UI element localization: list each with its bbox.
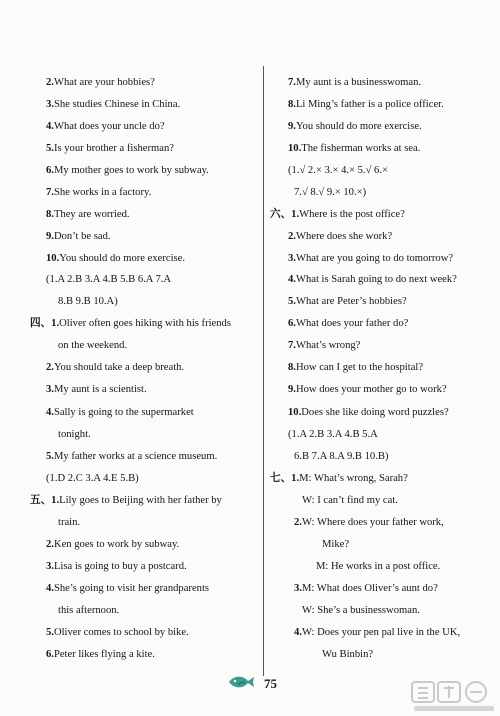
item-number: 4. [294,627,302,638]
left-answer-line [46,538,179,551]
item-number: 2. [294,517,302,528]
right-answer-line [288,273,457,286]
left-answer-line [46,648,155,661]
answer-text: My aunt is a businesswoman. [295,77,422,88]
left-answer-line [46,98,180,111]
right-answer-line [294,450,388,463]
answer-text: M: What does Oliver’s aunt do? [301,583,438,594]
item-number: 6. [46,649,54,660]
item-number: 7. [46,187,54,198]
answer-text: (1.√ 2.× 3.× 4.× 5.√ 6.× [288,165,388,176]
answer-text: What are you going to do tomorrow? [295,253,454,264]
answer-text: My aunt is a scientist. [53,384,147,395]
left-answer-line [46,406,194,419]
right-answer-line [288,428,378,441]
item-number: 2. [46,362,54,373]
answer-text: Does she like doing word puzzles? [301,407,449,418]
answer-text: Wu Binbin? [322,649,374,660]
right-answer-line [288,317,408,330]
answer-text: Is your brother a fisherman? [53,143,174,154]
left-answer-line [46,76,155,89]
answer-text: My mother goes to work by subway. [53,165,209,176]
answer-text: Sally is going to the supermarket [53,407,194,418]
left-answer-line [46,450,217,463]
item-number: 5. [46,143,54,154]
left-answer-line [30,317,231,330]
left-answer-line [46,273,171,286]
left-answer-line [58,339,127,352]
answer-text: She works in a factory. [53,187,152,198]
answer-text: What is Sarah going to do next week? [295,274,457,285]
answer-text: You should do more exercise. [295,121,422,132]
page-number: 75 [264,676,277,691]
answer-text: Lily goes to Beijing with her father by [59,495,222,506]
left-answer-line [46,120,165,133]
item-number: 3. [46,561,54,572]
answer-text: What’s wrong? [295,340,361,351]
answer-text: How can I get to the hospital? [295,362,424,373]
right-answer-line [288,164,388,177]
answer-text: You should take a deep breath. [53,362,185,373]
item-number: 8. [288,362,296,373]
right-answer-line [288,295,407,308]
answer-text: What are your hobbies? [53,77,155,88]
left-answer-line [46,186,151,199]
item-number: 5. [46,627,54,638]
answer-text: (1.D 2.C 3.A 4.E 5.B) [46,473,139,484]
answer-text: You should do more exercise. [59,253,185,264]
answer-text: on the weekend. [58,340,128,351]
item-number: 3. [46,384,54,395]
answer-text: Li Ming’s father is a police officer. [295,99,444,110]
item-number: 9. [288,384,296,395]
answer-text: (1.A 2.B 3.A 4.B 5.A [288,429,378,440]
answer-text: W: I can’t find my cat. [302,495,398,506]
left-answer-line [46,230,111,243]
answer-text: W: Does your pen pal live in the UK, [301,627,461,638]
answer-text: Ken goes to work by subway. [53,539,180,550]
item-number: 4. [288,274,296,285]
answer-text: M: He works in a post office. [316,561,441,572]
item-number: 4. [46,583,54,594]
item-number: 六、1. [270,209,300,220]
item-number: 4. [46,121,54,132]
right-answer-line [288,120,422,133]
item-number: 七、1. [270,473,300,484]
right-answer-line [288,252,453,265]
answer-text: W: She’s a businesswoman. [302,605,420,616]
item-number: 10. [288,407,302,418]
item-number: 5. [46,451,54,462]
answer-text: Oliver often goes hiking with his friends [59,318,231,329]
answer-text: Where does she work? [295,231,393,242]
right-answer-line [270,472,408,485]
item-number: 8. [46,209,54,220]
right-answer-line [288,230,392,243]
left-answer-line [58,295,118,308]
answer-text: She’s going to visit her grandparents [53,583,210,594]
answer-text: Peter likes flying a kite. [53,649,155,660]
left-answer-line [58,516,80,529]
item-number: 7. [288,340,296,351]
right-answer-line [316,560,440,573]
item-number: 五、1. [30,495,60,506]
answer-text: 6.B 7.A 8.A 9.B 10.B) [294,451,389,462]
left-answer-line [46,383,147,396]
item-number: 9. [46,231,54,242]
answer-text: (1.A 2.B 3.A 4.B 5.B 6.A 7.A [46,274,172,285]
answer-text: Lisa is going to buy a postcard. [53,561,187,572]
right-answer-line [288,76,421,89]
right-answer-line [288,383,447,396]
left-answer-line [46,142,174,155]
answer-text: this afternoon. [58,605,120,616]
item-number: 2. [46,539,54,550]
answer-text: 8.B 9.B 10.A) [58,296,118,307]
column-divider [263,66,264,676]
answer-text: tonight. [58,429,91,440]
answer-text: What are Peter’s hobbies? [295,296,407,307]
answer-text: Oliver comes to school by bike. [53,627,189,638]
right-answer-line [294,582,438,595]
answer-text: train. [58,517,81,528]
right-answer-line [288,98,444,111]
answer-text: The fisherman works at sea. [301,143,421,154]
answer-text: Don’t be sad. [53,231,111,242]
item-number: 8. [288,99,296,110]
left-answer-line [46,626,189,639]
item-number: 9. [288,121,296,132]
left-answer-line [46,560,187,573]
right-answer-line [302,494,398,507]
left-answer-line [46,582,209,595]
answer-text: 7.√ 8.√ 9.× 10.×) [294,187,367,198]
item-number: 四、1. [30,318,60,329]
item-number: 3. [294,583,302,594]
answer-text: W: Where does your father work, [301,517,444,528]
answer-text: How does your mother go to work? [295,384,447,395]
item-number: 7. [288,77,296,88]
site-watermark-icon [410,680,498,714]
left-answer-line [46,164,209,177]
item-number: 6. [46,165,54,176]
right-answer-line [288,339,360,352]
right-answer-line [270,208,405,221]
right-answer-line [294,626,460,639]
left-answer-line [46,361,184,374]
left-answer-line [30,494,222,507]
right-answer-line [288,361,423,374]
left-answer-line [46,472,139,485]
item-number: 2. [288,231,296,242]
item-number: 10. [288,143,302,154]
right-answer-line [322,538,349,551]
item-number: 3. [46,99,54,110]
answer-text: What does your uncle do? [53,121,165,132]
answer-text: Where is the post office? [299,209,405,220]
item-number: 4. [46,407,54,418]
left-answer-line [46,208,130,221]
answer-text: My father works at a science museum. [53,451,218,462]
item-number: 2. [46,77,54,88]
right-answer-line [322,648,373,661]
left-answer-line [58,604,119,617]
right-answer-line [288,142,420,155]
right-answer-line [294,516,444,529]
right-answer-line [288,406,449,419]
left-answer-line [46,252,185,265]
item-number: 5. [288,296,296,307]
answer-text: She studies Chinese in China. [53,99,181,110]
right-answer-line [302,604,420,617]
item-number: 6. [288,318,296,329]
answer-text: What does your father do? [295,318,409,329]
fish-logo-icon [226,673,258,691]
answer-text: Mike? [322,539,350,550]
right-answer-line [294,186,366,199]
answer-text: They are worried. [53,209,130,220]
item-number: 3. [288,253,296,264]
item-number: 10. [46,253,60,264]
answer-text: M: What’s wrong, Sarah? [299,473,408,484]
left-answer-line [58,428,91,441]
